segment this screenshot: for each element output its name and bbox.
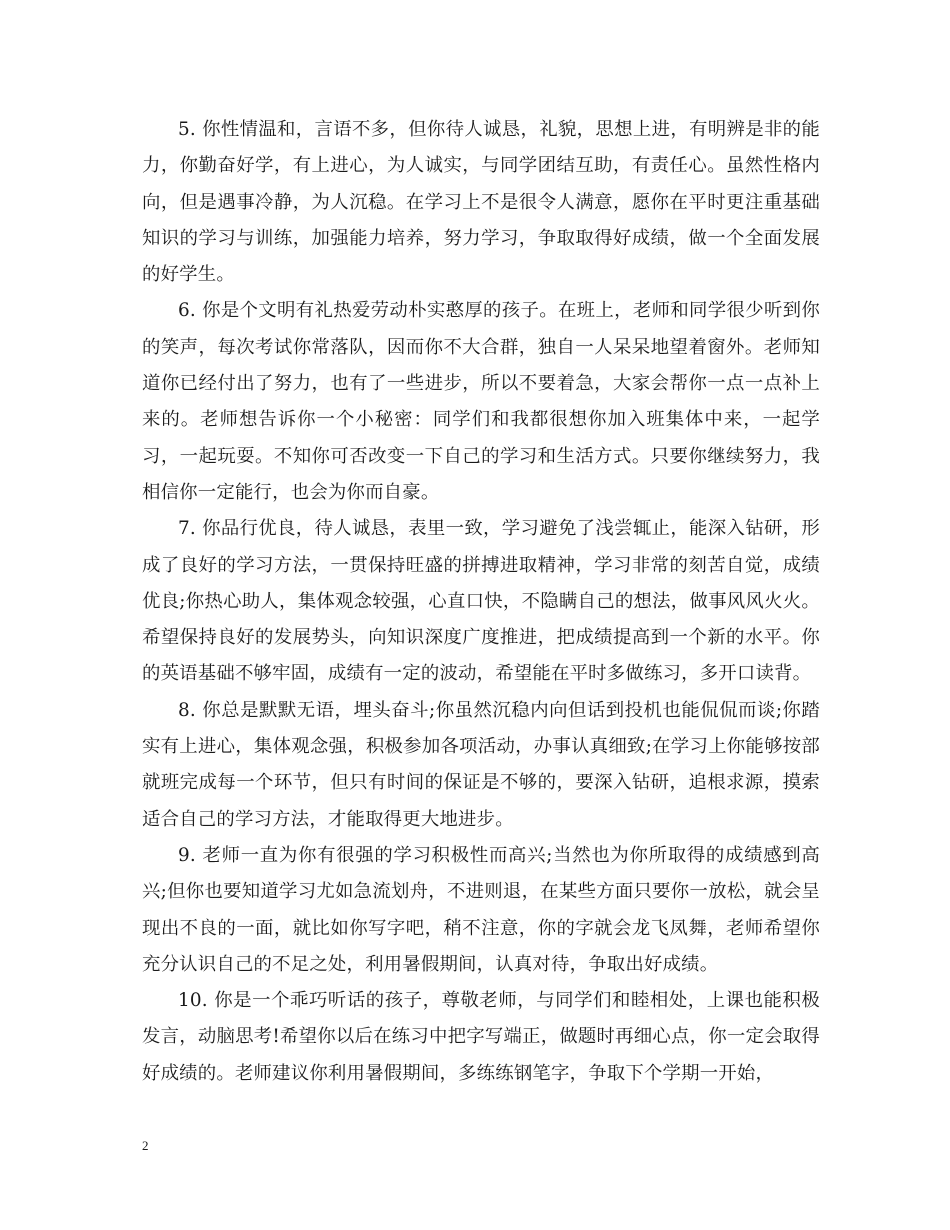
paragraph-9: 9. 老师一直为你有很强的学习积极性而高兴;当然也为你所取得的成绩感到高兴;但你也要知道学习尤如急流划舟，不进则退，在某些方面只要你一放松，就会呈现出不良的一面，就比如你写字吧，稍不注意，你的字就会龙飞凤舞，老师希望你充分认识自己的不足之处，利用暑假期间，认真对待，争取出好成绩。 — [142, 844, 820, 975]
paragraph-5: 5. 你性情温和，言语不多，但你待人诚恳，礼貌，思想上进，有明辨是非的能力，你勤奋好学，有上进心，为人诚实，与同学团结互助，有责任心。虽然性格内向，但是遇事冷静，为人沉稳。在学习上不是很令人满意，愿你在平时更注重基础知识的学习与训练，加强能力培养，努力学习，争取取得好成绩，做一个全面发展的好学生。 — [142, 119, 820, 286]
paragraph-7: 7. 你品行优良，待人诚恳，表里一致，学习避免了浅尝辄止，能深入钻研，形成了良好的学习方法，一贯保持旺盛的拼搏进取精神，学习非常的刻苦自觉，成绩优良;你热心助人，集体观念较强，心直口快，不隐瞒自己的想法，做事风风火火。希望保持良好的发展势头，向知识深度广度推进，把成绩提高到一个新的水平。你的英语基础不够牢固，成绩有一定的波动，希望能在平时多做练习，多开口读背。 — [142, 518, 820, 685]
page-number: 2 — [142, 1138, 149, 1153]
paragraph-8: 8. 你总是默默无语，埋头奋斗;你虽然沉稳内向但话到投机也能侃侃而谈;你踏实有上进心，集体观念强，积极参加各项活动，办事认真细致;在学习上你能够按部就班完成每一个环节，但只有时间的保证是不够的，要深入钻研，追根求源，摸索适合自己的学习方法，才能取得更大地进步。 — [142, 699, 820, 830]
paragraph-6: 6. 你是个文明有礼热爱劳动朴实憨厚的孩子。在班上，老师和同学很少听到你的笑声，每次考试你常落队，因而你不大合群，独自一人呆呆地望着窗外。老师知道你已经付出了努力，也有了一些进步，所以不要着急，大家会帮你一点一点补上来的。老师想告诉你一个小秘密：同学们和我都很想你加入班集体中来，一起学习，一起玩耍。不知你可否改变一下自己的学习和生活方式。只要你继续努力，我相信你一定能行，也会为你而自豪。 — [142, 300, 820, 503]
paragraph-10: 10. 你是一个乖巧听话的孩子，尊敬老师，与同学们和睦相处，上课也能积极发言，动脑思考!希望你以后在练习中把字写端正，做题时再细心点，你一定会取得好成绩的。老师建议你利用暑假期间，多练练钢笔字，争取下个学期一开始， — [142, 990, 820, 1084]
document-body — [142, 112, 820, 1092]
